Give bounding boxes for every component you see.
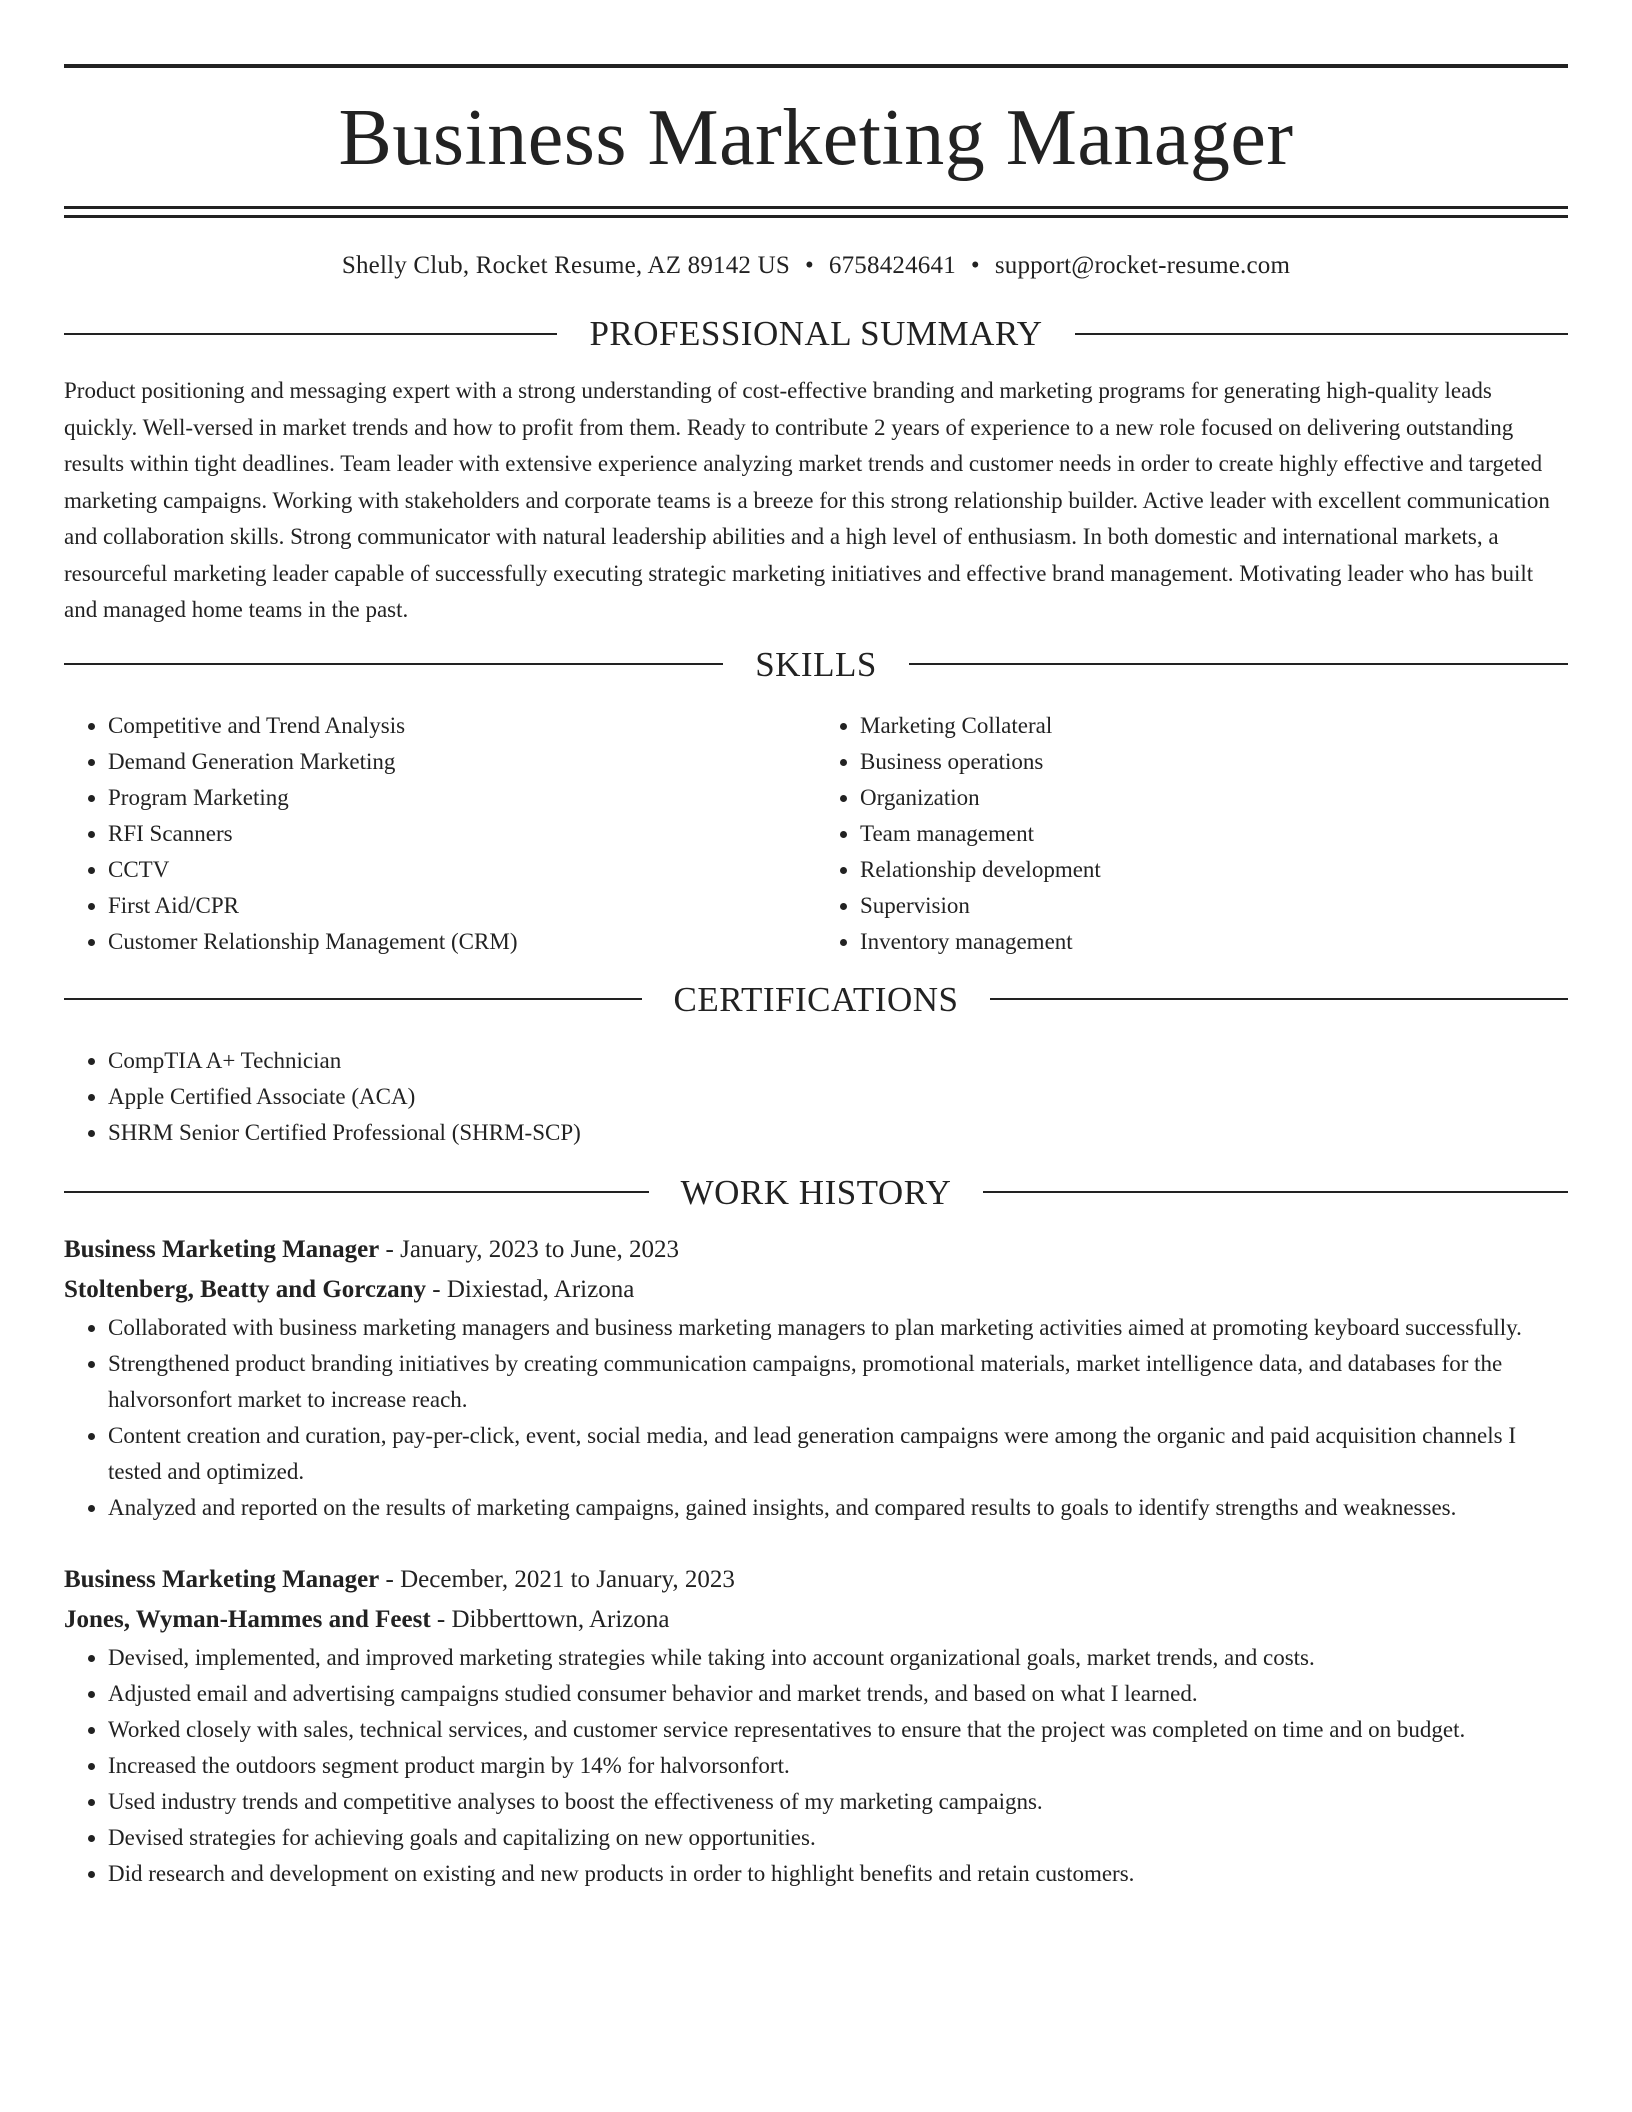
skill-item: • Program Marketing [108, 780, 816, 816]
skill-item: • First Aid/CPR [108, 888, 816, 924]
heading-rule [64, 1191, 649, 1193]
skills-column-left [64, 708, 816, 960]
work-history-heading [64, 1172, 1568, 1212]
job-company-line [64, 1600, 1568, 1640]
job-bullet: • Devised, implemented, and improved marketing strategies while taking into account organizational goals, market trends, and costs. [108, 1640, 1568, 1676]
certifications-heading [64, 979, 1568, 1019]
title-rule-upper [64, 206, 1568, 209]
job-bullet: • Increased the outdoors segment product margin by 14% for halvorsonfort. [108, 1748, 1568, 1784]
job-title-line [64, 1560, 1568, 1600]
heading-rule [64, 663, 723, 665]
job-bullet: • Analyzed and reported on the results of marketing campaigns, gained insights, and compared results to goals to identify strengths and weaknesses. [108, 1490, 1568, 1526]
skill-item: • Marketing Collateral [860, 708, 1568, 744]
skill-item: • Team management [860, 816, 1568, 852]
heading-rule [64, 998, 642, 1000]
job-bullet: • Devised strategies for achieving goals and capitalizing on new opportunities. [108, 1820, 1568, 1856]
skill-item: • CCTV [108, 852, 816, 888]
certifications-list [64, 1043, 1568, 1151]
job-bullets [64, 1640, 1568, 1892]
contact-separator: • [804, 252, 814, 279]
contact-address: Shelly Club, Rocket Resume, AZ 89142 US [341, 252, 790, 279]
job-bullet: • Worked closely with sales, technical services, and customer service representatives to ensure that the project was completed on time and on budget. [108, 1712, 1568, 1748]
job-company-line [64, 1270, 1568, 1310]
skills-list-left [64, 708, 816, 960]
skills-heading [64, 644, 1568, 684]
summary-text: Product positioning and messaging expert with a strong understanding of cost-effective branding and marketing programs for generating high-quality leads quickly. Well-versed in market trends and how to profit from them. Ready to contribute 2 years of experience to a new role focused on delivering outstanding results within tight deadlines. Team leader with extensive experience analyzing market trends and customer needs in order to create highly effective and targeted marketing campaigns. Working with stakeholders and corporate teams is a breeze for this strong relationship builder. Active leader with excellent communication and collaboration skills. Strong communicator with natural leadership abilities and a high level of enthusiasm. In both domestic and international markets, a resourceful marketing leader capable of successfully executing strategic marketing initiatives and effective brand management. Motivating leader who has built and managed home teams in the past. [64, 378, 1550, 622]
job-title-line [64, 1230, 1568, 1270]
certification-item: • CompTIA A+ Technician [108, 1043, 1568, 1079]
job-bullets [64, 1310, 1568, 1526]
job-location: - Dixiestad, Arizona [426, 1275, 635, 1303]
job-dates: - January, 2023 to June, 2023 [379, 1235, 680, 1263]
certification-item: • SHRM Senior Certified Professional (SHRM-SCP) [108, 1115, 1568, 1151]
job-bullet: • Content creation and curation, pay-per-click, event, social media, and lead generation campaigns were among the organic and paid acquisition channels I tested and optimized. [108, 1418, 1568, 1490]
work-history-heading-label: WORK HISTORY [680, 1172, 952, 1212]
skills-grid [64, 708, 1568, 960]
job-title: Business Marketing Manager [64, 1235, 380, 1263]
job-bullet: • Did research and development on existing and new products in order to highlight benefits and retain customers. [108, 1856, 1568, 1892]
skill-item: • Supervision [860, 888, 1568, 924]
contact-separator: • [970, 252, 980, 279]
job-title: Business Marketing Manager [64, 1565, 380, 1593]
heading-rule [64, 333, 557, 335]
skill-item: • Business operations [860, 744, 1568, 780]
certifications-block [64, 1043, 1568, 1151]
heading-rule [909, 663, 1568, 665]
job-dates: - December, 2021 to January, 2023 [379, 1565, 735, 1593]
certification-item: • Apple Certified Associate (ACA) [108, 1079, 1568, 1115]
job-bullet: • Adjusted email and advertising campaigns studied consumer behavior and market trends, and based on what I learned. [108, 1676, 1568, 1712]
job-bullet: • Collaborated with business marketing managers and business marketing managers to plan marketing activities aimed at promoting keyboard successfully. [108, 1310, 1568, 1346]
contact-email: support@rocket-resume.com [994, 252, 1291, 279]
job-location: - Dibberttown, Arizona [430, 1605, 670, 1633]
skill-item: • Customer Relationship Management (CRM) [108, 924, 816, 960]
job-bullet: • Strengthened product branding initiatives by creating communication campaigns, promotional materials, market intelligence data, and databases for the halvorsonfort market to increase reach. [108, 1346, 1568, 1418]
summary-heading [64, 316, 1568, 351]
top-rule [64, 64, 1568, 68]
contact-phone: 6758424641 [828, 252, 956, 279]
job-company: Jones, Wyman-Hammes and Feest [64, 1605, 431, 1633]
skills-list-right [816, 708, 1568, 960]
skill-item: • RFI Scanners [108, 816, 816, 852]
job-company: Stoltenberg, Beatty and Gorczany [64, 1275, 427, 1303]
title-rule-lower [64, 215, 1568, 218]
heading-rule [1075, 333, 1568, 335]
page-title: Business Marketing Manager [338, 94, 1294, 182]
summary-heading-label: PROFESSIONAL SUMMARY [589, 314, 1043, 353]
skills-heading-label: SKILLS [755, 644, 877, 684]
resume-page [64, 64, 1568, 1892]
job-entry [64, 1230, 1568, 1526]
skill-item: • Competitive and Trend Analysis [108, 708, 816, 744]
contact-line [64, 252, 1568, 280]
heading-rule [983, 1191, 1568, 1193]
heading-rule [990, 998, 1568, 1000]
skills-column-right [816, 708, 1568, 960]
skill-item: • Demand Generation Marketing [108, 744, 816, 780]
certifications-heading-label: CERTIFICATIONS [673, 979, 959, 1019]
skill-item: • Inventory management [860, 924, 1568, 960]
skill-item: • Organization [860, 780, 1568, 816]
job-entry [64, 1560, 1568, 1892]
skill-item: • Relationship development [860, 852, 1568, 888]
job-bullet: • Used industry trends and competitive analyses to boost the effectiveness of my marketing campaigns. [108, 1784, 1568, 1820]
